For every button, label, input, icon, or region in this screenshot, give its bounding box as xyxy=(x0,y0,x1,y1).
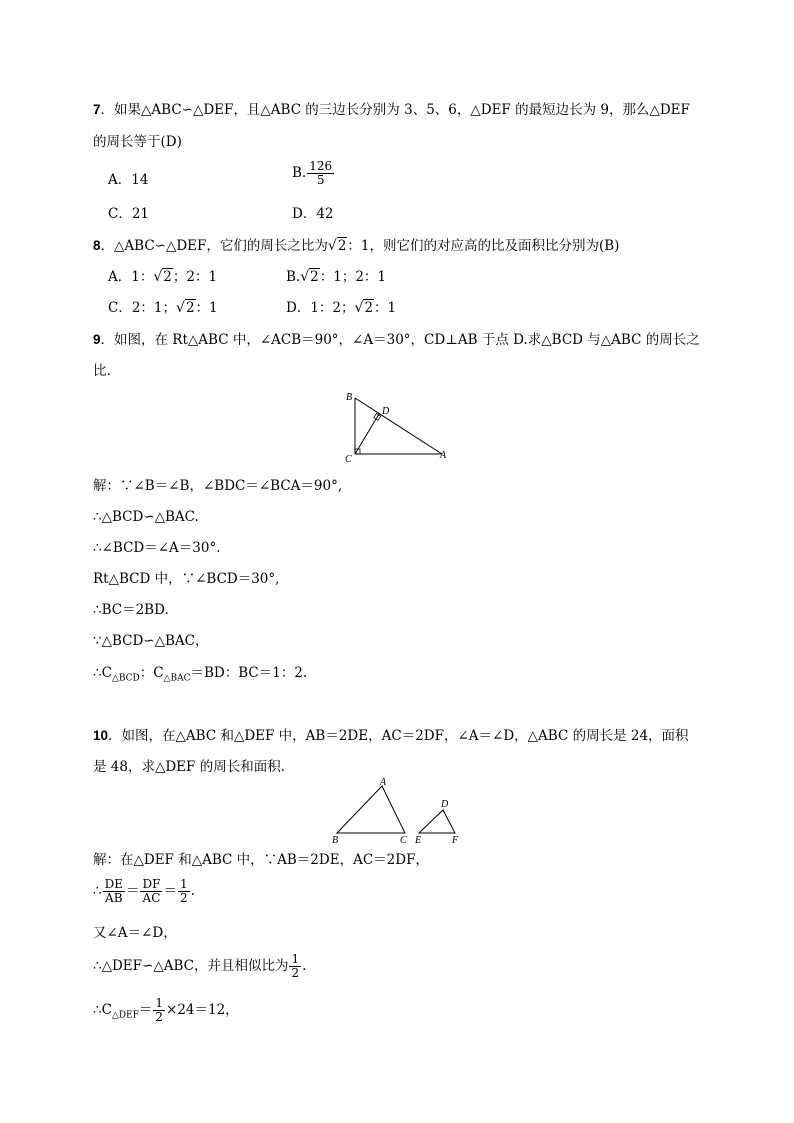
q10-label-b: B xyxy=(332,835,339,846)
q10-solution-3: 又∠A＝∠D， xyxy=(93,925,177,941)
q10-label-e: E xyxy=(415,835,422,846)
q9-triangle-figure xyxy=(340,388,460,466)
fraction-half: $\frac{1}{2}$ xyxy=(291,952,300,980)
sqrt-symbol: √2 xyxy=(300,269,319,285)
q10-solution-2: ∴ $\frac{DE}{AB}$ ＝ $\frac{DF}{AC}$ ＝ $\frac{1}{2}$ . xyxy=(93,877,195,905)
fraction-de-ab: $\frac{DE}{AB}$ xyxy=(104,877,123,905)
q8-number: 8 xyxy=(93,238,101,253)
q7-option-b-fraction: $\frac{126}{5}$ xyxy=(309,159,333,187)
q9-label-c: C xyxy=(345,454,352,465)
q9-label-b: B xyxy=(346,392,353,403)
fraction-half: $\frac{1}{2}$ xyxy=(155,996,164,1024)
fraction-df-ac: $\frac{DF}{AC}$ xyxy=(142,877,161,905)
q8-option-b: B.√2：1；2：1 xyxy=(286,269,387,285)
q9-label-a: A xyxy=(440,450,447,461)
q9-label-d: D xyxy=(382,406,390,417)
sqrt-symbol: √2 xyxy=(176,300,195,316)
q8-stem: 8．△ABC∽△DEF，它们的周长之比为√2：1，则它们的对应高的比及面积比分别为(B) xyxy=(93,238,620,254)
q10-label-a: A xyxy=(380,777,387,788)
q9-solution-3: ∴∠BCD＝∠A＝30°. xyxy=(93,540,221,556)
q10-label-f: F xyxy=(452,835,459,846)
q9-solution-2: ∴△BCD∽△BAC. xyxy=(93,509,199,525)
q8-option-c: C．2：1；√2：1 xyxy=(108,300,218,316)
q10-label-c: C xyxy=(400,835,407,846)
q9-solution-5: ∴BC＝2BD. xyxy=(93,602,169,618)
q9-solution-7: $\therefore C_{\triangle BCD}$：$C_{\triangle BAC}=BD$：BC＝1：2. xyxy=(93,665,308,684)
q7-number: 7 xyxy=(93,102,101,117)
q7-option-d: D．42 xyxy=(292,206,334,222)
q10-solution-1: 解：在△DEF 和△ABC 中，∵AB＝2DE，AC＝2DF， xyxy=(93,852,429,868)
q9-solution-1: 解：∵∠B＝∠B，∠BDC＝∠BCA＝90°, xyxy=(93,478,343,494)
q10-label-d: D xyxy=(441,799,449,810)
fraction-half: $\frac{1}{2}$ xyxy=(179,877,188,905)
q10-number: 10 xyxy=(93,728,109,743)
q10-triangles-figure xyxy=(325,776,470,846)
q7-line1 xyxy=(93,101,690,119)
q8-option-a: A．1：√2；2：1 xyxy=(108,269,218,285)
q10-line1: 10．如图，在△ABC 和△DEF 中，AB＝2DE，AC＝2DF，∠A＝∠D，△ABC 的周长是 24，面积 xyxy=(93,728,689,744)
q7-stem: ．如果△ABC∽△DEF，且△ABC 的三边长分别为 3、5、6，△DEF 的最短边长为 9，那么△DEF xyxy=(100,102,690,118)
q10-solution-5: $\therefore C_{\triangle DEF}=$ $\frac{1}{2}$ ×24＝12， xyxy=(93,996,239,1024)
q7-line2: 的周长等于(D) xyxy=(93,134,182,150)
sqrt-symbol: √2 xyxy=(354,300,374,316)
q9-line2: 比． xyxy=(93,363,120,379)
q10-solution-4: ∴△DEF∽△ABC，并且相似比为 $\frac{1}{2}$ . xyxy=(93,952,307,980)
q8-option-d: D．1：2；√2：1 xyxy=(286,300,397,316)
q9-solution-6: ∵△BCD∽△BAC， xyxy=(93,633,209,649)
q7-option-c: C．21 xyxy=(108,206,150,222)
sqrt-symbol: √2 xyxy=(327,238,347,254)
q9-solution-4: Rt△BCD 中，∵∠BCD＝30°, xyxy=(93,571,280,587)
q10-line2: 是 48，求△DEF 的周长和面积． xyxy=(93,759,295,775)
q9-number: 9 xyxy=(93,332,101,347)
q9-line1: 9．如图，在 Rt△ABC 中，∠ACB＝90°，∠A＝30°，CD⊥AB 于点 D.求△BCD 与△ABC 的周长之 xyxy=(93,332,700,348)
sqrt-symbol: √2 xyxy=(153,269,172,285)
q7-option-b: B. $\frac{126}{5}$ xyxy=(292,159,333,187)
q7-option-a: A．14 xyxy=(108,172,149,188)
